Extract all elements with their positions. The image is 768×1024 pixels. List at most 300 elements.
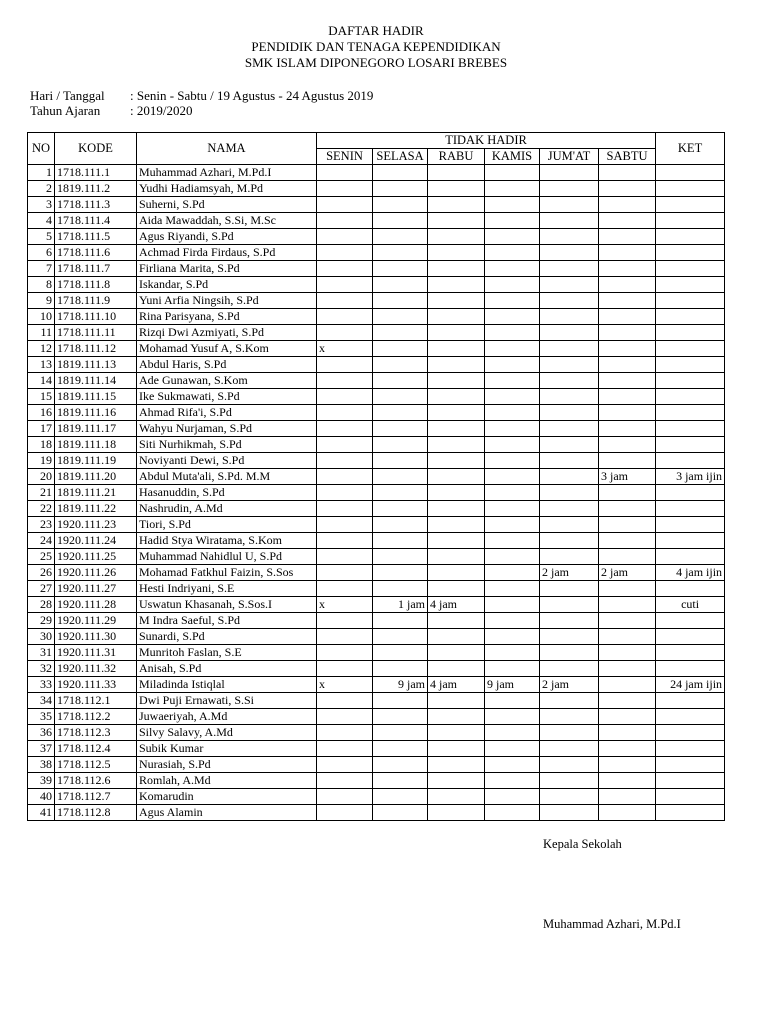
cell-senin: [317, 261, 373, 277]
cell-senin: [317, 373, 373, 389]
cell-jumat: [540, 693, 599, 709]
cell-rabu: [428, 293, 485, 309]
cell-no: 41: [28, 805, 55, 821]
cell-kode: 1920.111.24: [55, 533, 137, 549]
cell-rabu: [428, 773, 485, 789]
cell-kamis: [485, 453, 540, 469]
cell-kode: 1819.111.19: [55, 453, 137, 469]
cell-rabu: [428, 277, 485, 293]
cell-ket: [656, 661, 725, 677]
cell-kode: 1920.111.25: [55, 549, 137, 565]
cell-kode: 1718.111.11: [55, 325, 137, 341]
cell-no: 32: [28, 661, 55, 677]
cell-selasa: [373, 213, 428, 229]
table-row: [28, 581, 725, 597]
col-sabtu-header: SABTU: [599, 149, 656, 165]
doc-title: DAFTAR HADIR: [328, 23, 424, 38]
col-jumat-header: JUM'AT: [540, 149, 599, 165]
cell-sabtu: 3 jam: [599, 469, 656, 485]
cell-kamis: [485, 325, 540, 341]
cell-kamis: [485, 437, 540, 453]
cell-kamis: [485, 197, 540, 213]
cell-selasa: [373, 245, 428, 261]
cell-ket: [656, 181, 725, 197]
cell-senin: [317, 405, 373, 421]
col-kamis-header: KAMIS: [485, 149, 540, 165]
cell-ket: [656, 245, 725, 261]
cell-ket: [656, 581, 725, 597]
cell-jumat: [540, 725, 599, 741]
table-row: [28, 357, 725, 373]
table-row: [28, 213, 725, 229]
cell-kamis: [485, 181, 540, 197]
cell-ket: [656, 549, 725, 565]
cell-kode: 1718.111.5: [55, 229, 137, 245]
cell-ket: [656, 437, 725, 453]
cell-jumat: [540, 597, 599, 613]
table-row: [28, 245, 725, 261]
cell-jumat: [540, 437, 599, 453]
cell-kode: 1819.111.15: [55, 389, 137, 405]
cell-selasa: [373, 437, 428, 453]
cell-senin: [317, 757, 373, 773]
cell-senin: [317, 661, 373, 677]
cell-ket: [656, 357, 725, 373]
cell-nama: Achmad Firda Firdaus, S.Pd: [137, 245, 317, 261]
cell-selasa: [373, 549, 428, 565]
cell-kamis: [485, 757, 540, 773]
meta-date-row: [30, 88, 373, 104]
cell-kamis: [485, 517, 540, 533]
cell-ket: [656, 293, 725, 309]
cell-rabu: [428, 309, 485, 325]
cell-no: 28: [28, 597, 55, 613]
cell-kamis: [485, 245, 540, 261]
cell-selasa: [373, 165, 428, 181]
cell-selasa: [373, 469, 428, 485]
cell-selasa: [373, 613, 428, 629]
table-row: [28, 645, 725, 661]
cell-selasa: [373, 581, 428, 597]
table-row: [28, 613, 725, 629]
table-row: [28, 597, 725, 613]
cell-rabu: [428, 517, 485, 533]
cell-kamis: [485, 533, 540, 549]
cell-sabtu: [599, 277, 656, 293]
cell-sabtu: [599, 645, 656, 661]
cell-sabtu: [599, 805, 656, 821]
cell-nama: Hesti Indriyani, S.E: [137, 581, 317, 597]
cell-sabtu: [599, 389, 656, 405]
cell-jumat: [540, 405, 599, 421]
cell-jumat: [540, 325, 599, 341]
meta-date-value: : Senin - Sabtu / 19 Agustus - 24 Agustus 2019: [130, 88, 374, 103]
cell-selasa: [373, 693, 428, 709]
cell-selasa: [373, 725, 428, 741]
cell-senin: [317, 229, 373, 245]
cell-kamis: [485, 469, 540, 485]
cell-kode: 1920.111.29: [55, 613, 137, 629]
cell-senin: [317, 805, 373, 821]
cell-no: 17: [28, 421, 55, 437]
cell-nama: Juwaeriyah, A.Md: [137, 709, 317, 725]
cell-no: 10: [28, 309, 55, 325]
cell-senin: [317, 165, 373, 181]
cell-nama: Abdul Haris, S.Pd: [137, 357, 317, 373]
cell-no: 29: [28, 613, 55, 629]
cell-senin: [317, 693, 373, 709]
cell-jumat: [540, 613, 599, 629]
cell-rabu: [428, 613, 485, 629]
cell-kamis: [485, 613, 540, 629]
cell-nama: Dwi Puji Ernawati, S.Si: [137, 693, 317, 709]
cell-sabtu: [599, 581, 656, 597]
cell-no: 8: [28, 277, 55, 293]
cell-nama: Hadid Stya Wiratama, S.Kom: [137, 533, 317, 549]
cell-ket: [656, 805, 725, 821]
cell-ket: [656, 453, 725, 469]
cell-jumat: [540, 389, 599, 405]
cell-kamis: [485, 357, 540, 373]
cell-nama: Ade Gunawan, S.Kom: [137, 373, 317, 389]
cell-sabtu: [599, 437, 656, 453]
cell-kamis: [485, 261, 540, 277]
cell-sabtu: [599, 229, 656, 245]
cell-kode: 1718.111.9: [55, 293, 137, 309]
cell-ket: [656, 613, 725, 629]
cell-rabu: [428, 693, 485, 709]
table-row: [28, 437, 725, 453]
cell-kode: 1718.111.4: [55, 213, 137, 229]
cell-kamis: [485, 773, 540, 789]
cell-no: 14: [28, 373, 55, 389]
cell-kamis: [485, 597, 540, 613]
cell-sabtu: [599, 309, 656, 325]
cell-jumat: [540, 309, 599, 325]
table-row: [28, 261, 725, 277]
cell-ket: [656, 501, 725, 517]
cell-senin: [317, 501, 373, 517]
cell-jumat: 2 jam: [540, 565, 599, 581]
cell-kode: 1718.112.3: [55, 725, 137, 741]
cell-selasa: [373, 357, 428, 373]
cell-selasa: [373, 757, 428, 773]
cell-kamis: [485, 549, 540, 565]
cell-selasa: [373, 277, 428, 293]
table-row: [28, 485, 725, 501]
cell-kamis: [485, 789, 540, 805]
cell-no: 16: [28, 405, 55, 421]
table-row: [28, 773, 725, 789]
cell-rabu: [428, 501, 485, 517]
cell-sabtu: [599, 325, 656, 341]
cell-ket: [656, 341, 725, 357]
cell-nama: Miladinda Istiqlal: [137, 677, 317, 693]
cell-jumat: [540, 277, 599, 293]
cell-kode: 1718.112.8: [55, 805, 137, 821]
table-row: [28, 165, 725, 181]
cell-jumat: [540, 501, 599, 517]
cell-jumat: [540, 421, 599, 437]
cell-rabu: [428, 485, 485, 501]
cell-nama: Yuni Arfia Ningsih, S.Pd: [137, 293, 317, 309]
cell-nama: Subik Kumar: [137, 741, 317, 757]
cell-no: 3: [28, 197, 55, 213]
cell-selasa: [373, 629, 428, 645]
table-row: [28, 389, 725, 405]
cell-senin: [317, 741, 373, 757]
cell-sabtu: [599, 197, 656, 213]
cell-senin: [317, 725, 373, 741]
cell-jumat: [540, 789, 599, 805]
cell-ket: [656, 421, 725, 437]
cell-no: 24: [28, 533, 55, 549]
cell-no: 18: [28, 437, 55, 453]
cell-senin: [317, 181, 373, 197]
cell-jumat: [540, 245, 599, 261]
col-no-header: NO: [28, 133, 55, 165]
cell-jumat: 2 jam: [540, 677, 599, 693]
table-row: [28, 309, 725, 325]
cell-sabtu: [599, 597, 656, 613]
cell-nama: Munritoh Faslan, S.E: [137, 645, 317, 661]
cell-jumat: [540, 341, 599, 357]
cell-senin: [317, 533, 373, 549]
cell-no: 38: [28, 757, 55, 773]
cell-rabu: [428, 565, 485, 581]
cell-jumat: [540, 485, 599, 501]
cell-kamis: [485, 581, 540, 597]
cell-rabu: [428, 181, 485, 197]
cell-kamis: [485, 293, 540, 309]
cell-no: 23: [28, 517, 55, 533]
cell-jumat: [540, 261, 599, 277]
cell-nama: Abdul Muta'ali, S.Pd. M.M: [137, 469, 317, 485]
cell-no: 12: [28, 341, 55, 357]
cell-no: 36: [28, 725, 55, 741]
cell-ket: [656, 757, 725, 773]
cell-no: 40: [28, 789, 55, 805]
cell-nama: Mohamad Yusuf A, S.Kom: [137, 341, 317, 357]
cell-kode: 1718.111.8: [55, 277, 137, 293]
cell-rabu: [428, 549, 485, 565]
cell-senin: [317, 453, 373, 469]
cell-nama: Agus Alamin: [137, 805, 317, 821]
cell-rabu: [428, 453, 485, 469]
table-row: [28, 469, 725, 485]
cell-nama: Muhammad Nahidlul U, S.Pd: [137, 549, 317, 565]
cell-selasa: [373, 341, 428, 357]
cell-no: 31: [28, 645, 55, 661]
table-row: [28, 181, 725, 197]
cell-jumat: [540, 373, 599, 389]
cell-selasa: [373, 453, 428, 469]
cell-rabu: [428, 229, 485, 245]
cell-no: 20: [28, 469, 55, 485]
cell-nama: Mohamad Fatkhul Faizin, S.Sos: [137, 565, 317, 581]
cell-selasa: [373, 373, 428, 389]
cell-no: 26: [28, 565, 55, 581]
table-row: [28, 805, 725, 821]
cell-kode: 1718.111.10: [55, 309, 137, 325]
cell-kode: 1819.111.22: [55, 501, 137, 517]
cell-kode: 1920.111.23: [55, 517, 137, 533]
cell-senin: x: [317, 597, 373, 613]
cell-rabu: [428, 325, 485, 341]
cell-jumat: [540, 709, 599, 725]
cell-selasa: 9 jam: [373, 677, 428, 693]
cell-ket: [656, 389, 725, 405]
cell-rabu: [428, 581, 485, 597]
cell-sabtu: [599, 453, 656, 469]
cell-kamis: [485, 309, 540, 325]
table-row: [28, 197, 725, 213]
cell-jumat: [540, 469, 599, 485]
cell-selasa: [373, 309, 428, 325]
cell-senin: [317, 709, 373, 725]
cell-rabu: [428, 213, 485, 229]
cell-ket: [656, 725, 725, 741]
cell-sabtu: [599, 709, 656, 725]
cell-nama: Noviyanti Dewi, S.Pd: [137, 453, 317, 469]
cell-rabu: [428, 373, 485, 389]
cell-ket: [656, 517, 725, 533]
cell-sabtu: [599, 373, 656, 389]
cell-kode: 1920.111.27: [55, 581, 137, 597]
cell-nama: Anisah, S.Pd: [137, 661, 317, 677]
cell-jumat: [540, 773, 599, 789]
cell-rabu: [428, 741, 485, 757]
col-rabu-header: RABU: [428, 149, 485, 165]
table-row: [28, 517, 725, 533]
cell-no: 2: [28, 181, 55, 197]
cell-jumat: [540, 645, 599, 661]
cell-no: 7: [28, 261, 55, 277]
cell-kode: 1718.112.2: [55, 709, 137, 725]
cell-senin: [317, 389, 373, 405]
cell-no: 34: [28, 693, 55, 709]
cell-jumat: [540, 293, 599, 309]
cell-sabtu: 2 jam: [599, 565, 656, 581]
cell-ket: [656, 405, 725, 421]
cell-kode: 1819.111.2: [55, 181, 137, 197]
cell-no: 6: [28, 245, 55, 261]
cell-senin: [317, 485, 373, 501]
cell-selasa: [373, 181, 428, 197]
cell-kode: 1920.111.28: [55, 597, 137, 613]
cell-senin: [317, 213, 373, 229]
cell-rabu: 4 jam: [428, 677, 485, 693]
cell-kamis: 9 jam: [485, 677, 540, 693]
cell-senin: [317, 277, 373, 293]
cell-sabtu: [599, 757, 656, 773]
meta-year-value: : 2019/2020: [130, 103, 193, 118]
cell-kode: 1718.112.1: [55, 693, 137, 709]
cell-sabtu: [599, 693, 656, 709]
cell-kode: 1718.111.7: [55, 261, 137, 277]
cell-nama: Ike Sukmawati, S.Pd: [137, 389, 317, 405]
cell-kode: 1718.112.5: [55, 757, 137, 773]
cell-ket: [656, 533, 725, 549]
cell-nama: Nashrudin, A.Md: [137, 501, 317, 517]
cell-ket: [656, 741, 725, 757]
table-row: [28, 629, 725, 645]
cell-rabu: [428, 645, 485, 661]
cell-ket: [656, 629, 725, 645]
cell-nama: Romlah, A.Md: [137, 773, 317, 789]
cell-selasa: [373, 789, 428, 805]
col-kode-header: KODE: [55, 133, 137, 165]
cell-selasa: [373, 261, 428, 277]
cell-nama: Komarudin: [137, 789, 317, 805]
cell-kamis: [485, 565, 540, 581]
doc-subtitle: PENDIDIK DAN TENAGA KEPENDIDIKAN: [251, 39, 501, 54]
cell-ket: [656, 789, 725, 805]
cell-nama: Tiori, S.Pd: [137, 517, 317, 533]
cell-selasa: [373, 661, 428, 677]
cell-no: 22: [28, 501, 55, 517]
cell-jumat: [540, 805, 599, 821]
cell-senin: [317, 309, 373, 325]
cell-nama: Agus Riyandi, S.Pd: [137, 229, 317, 245]
cell-selasa: [373, 389, 428, 405]
cell-selasa: [373, 645, 428, 661]
cell-rabu: [428, 389, 485, 405]
cell-kamis: [485, 213, 540, 229]
cell-no: 5: [28, 229, 55, 245]
cell-kamis: [485, 229, 540, 245]
cell-rabu: [428, 357, 485, 373]
cell-ket: [656, 229, 725, 245]
cell-kamis: [485, 389, 540, 405]
cell-sabtu: [599, 485, 656, 501]
cell-kamis: [485, 485, 540, 501]
meta-year-row: [30, 103, 192, 119]
cell-nama: Ahmad Rifa'i, S.Pd: [137, 405, 317, 421]
col-nama-header: NAMA: [137, 133, 317, 165]
cell-jumat: [540, 213, 599, 229]
table-row: [28, 229, 725, 245]
cell-nama: Iskandar, S.Pd: [137, 277, 317, 293]
cell-sabtu: [599, 613, 656, 629]
cell-selasa: [373, 773, 428, 789]
cell-no: 19: [28, 453, 55, 469]
cell-kamis: [485, 341, 540, 357]
cell-ket: [656, 197, 725, 213]
cell-no: 11: [28, 325, 55, 341]
cell-ket: [656, 645, 725, 661]
cell-senin: [317, 629, 373, 645]
cell-selasa: [373, 293, 428, 309]
cell-no: 33: [28, 677, 55, 693]
table-row: [28, 453, 725, 469]
cell-kamis: [485, 725, 540, 741]
cell-rabu: [428, 709, 485, 725]
principal-role: Kepala Sekolah: [543, 837, 622, 851]
table-row: [28, 421, 725, 437]
cell-kamis: [485, 661, 540, 677]
cell-selasa: 1 jam: [373, 597, 428, 613]
cell-kode: 1920.111.32: [55, 661, 137, 677]
cell-rabu: [428, 757, 485, 773]
cell-rabu: [428, 661, 485, 677]
cell-senin: [317, 245, 373, 261]
cell-ket: [656, 277, 725, 293]
table-row: [28, 533, 725, 549]
col-selasa-header: SELASA: [373, 149, 428, 165]
cell-kamis: [485, 421, 540, 437]
cell-sabtu: [599, 245, 656, 261]
